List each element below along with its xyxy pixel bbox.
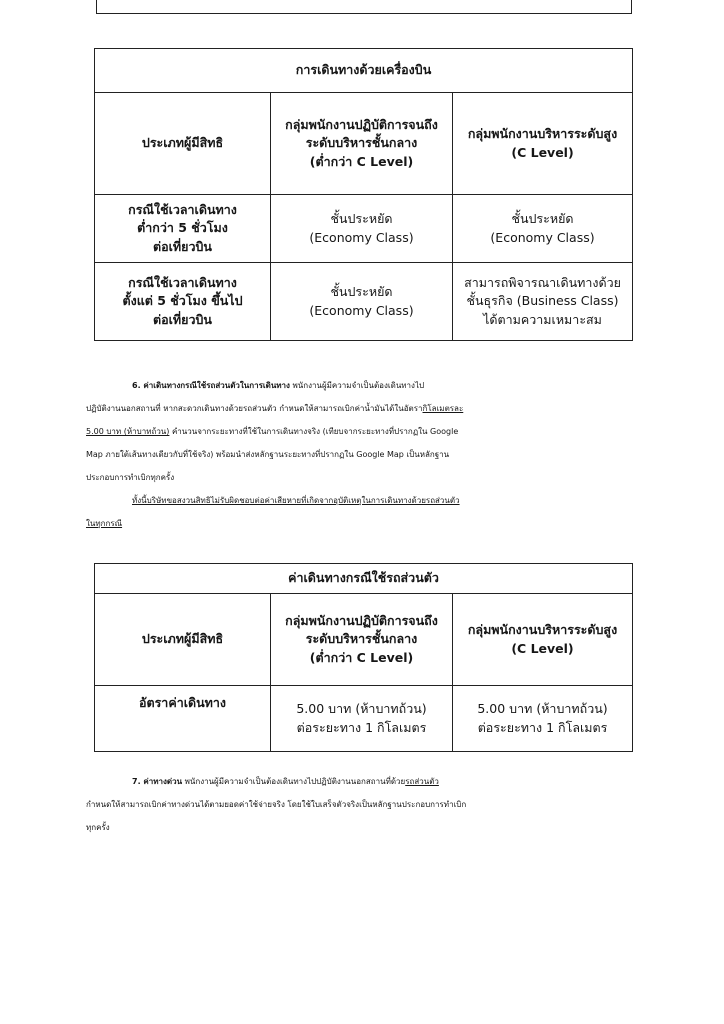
air-travel-table xyxy=(94,48,633,341)
air-table-title: การเดินทางด้วยเครื่องบิน xyxy=(95,49,633,93)
header-mid-level-group: กลุ่มพนักงานปฏิบัติการจนถึง ระดับบริหารชั้นกลาง (ต่ำกว่า C Level) xyxy=(271,594,453,686)
private-car-table xyxy=(94,563,633,752)
senior-cell: สามารถพิจารณาเดินทางด้วย ชั้นธุรกิจ (Business Class) ได้ตามความเหมาะสม xyxy=(453,263,633,341)
section-6-paragraph: 6. ค่าเดินทางกรณีใช้รถส่วนตัวในการเดินทาง พนักงานผู้มีความจำเป็นต้องเดินทางไป ปฏิบัติงานนอกสถานที่ หากสะดวกเดินทางด้วยรถส่วนตัว กำหนดให้สามารถเบิกค่าน้ำมันได้ในอัตรากิโลเมตรละ 5.00 บาท (ห้าบาทถ้วน) คำนวนจากระยะทางที่ใช้ในการเดินทางจริง (เทียบจากระยะทางที่ปรากฏใน Google Map ภายใต้เส้นทางเดียวกับที่ใช้จริง) พร้อมนำส่งหลักฐานระยะทางที่ปรากฏใน Google Map เป็นหลักฐาน ประกอบการทำเบิกทุกครั้ง ทั้งนี้บริษัทขอสงวนสิทธิไม่รับผิดชอบต่อค่าเสียหายที่เกิดจากอุบัติเหตุในการเดินทางด้วยรถส่วนตัว ในทุกกรณี xyxy=(86,374,638,535)
air-table-row xyxy=(95,263,633,341)
mileage-rate: 5.00 บาท (ห้าบาทถ้วน) xyxy=(86,427,170,436)
header-mid-level-group: กลุ่มพนักงานปฏิบัติการจนถึง ระดับบริหารชั้นกลาง (ต่ำกว่า C Level) xyxy=(271,93,453,195)
header-eligible-type: ประเภทผู้มีสิทธิ xyxy=(95,594,271,686)
header-senior-group: กลุ่มพนักงานบริหารระดับสูง (C Level) xyxy=(453,594,633,686)
header-senior-group: กลุ่มพนักงานบริหารระดับสูง (C Level) xyxy=(453,93,633,195)
air-table-row xyxy=(95,195,633,263)
mid-level-cell: 5.00 บาท (ห้าบาทถ้วน) ต่อระยะทาง 1 กิโลเมตร xyxy=(271,686,453,752)
senior-cell: 5.00 บาท (ห้าบาทถ้วน) ต่อระยะทาง 1 กิโลเมตร xyxy=(453,686,633,752)
mid-level-cell: ชั้นประหยัด (Economy Class) xyxy=(271,263,453,341)
row-label: อัตราค่าเดินทาง xyxy=(95,686,271,752)
header-eligible-type: ประเภทผู้มีสิทธิ xyxy=(95,93,271,195)
air-table-header-row xyxy=(95,93,633,195)
row-label: กรณีใช้เวลาเดินทาง ต่ำกว่า 5 ชั่วโมง ต่อเที่ยวบิน xyxy=(95,195,271,263)
section-7-paragraph: 7. ค่าทางด่วน พนักงานผู้มีความจำเป็นต้องเดินทางไปปฏิบัติงานนอกสถานที่ด้วยรถส่วนตัว กำหนดให้สามารถเบิกค่าทางด่วนได้ตามยอดค่าใช้จ่ายจริง โดยใช้ใบเสร็จตัวจริงเป็นหลักฐานประกอบการทำเบิก ทุกครั้ง xyxy=(86,777,467,832)
air-table-title-row xyxy=(95,49,633,93)
section-6-heading: 6. ค่าเดินทางกรณีใช้รถส่วนตัวในการเดินทาง xyxy=(132,381,290,390)
disclaimer: ทั้งนี้บริษัทขอสงวนสิทธิไม่รับผิดชอบต่อค่าเสียหายที่เกิดจากอุบัติเหตุในการเดินทางด้วยรถส่วนตัว xyxy=(132,496,460,505)
mid-level-cell: ชั้นประหยัด (Economy Class) xyxy=(271,195,453,263)
car-table-header-row xyxy=(95,594,633,686)
senior-cell: ชั้นประหยัด (Economy Class) xyxy=(453,195,633,263)
row-label: กรณีใช้เวลาเดินทาง ตั้งแต่ 5 ชั่วโมง ขึ้นไป ต่อเที่ยวบิน xyxy=(95,263,271,341)
car-table-title-row xyxy=(95,564,633,594)
car-table-title: ค่าเดินทางกรณีใช้รถส่วนตัว xyxy=(95,564,633,594)
car-table-row xyxy=(95,686,633,752)
previous-table-bottom xyxy=(96,0,632,14)
section-7-heading: 7. ค่าทางด่วน xyxy=(132,777,183,786)
